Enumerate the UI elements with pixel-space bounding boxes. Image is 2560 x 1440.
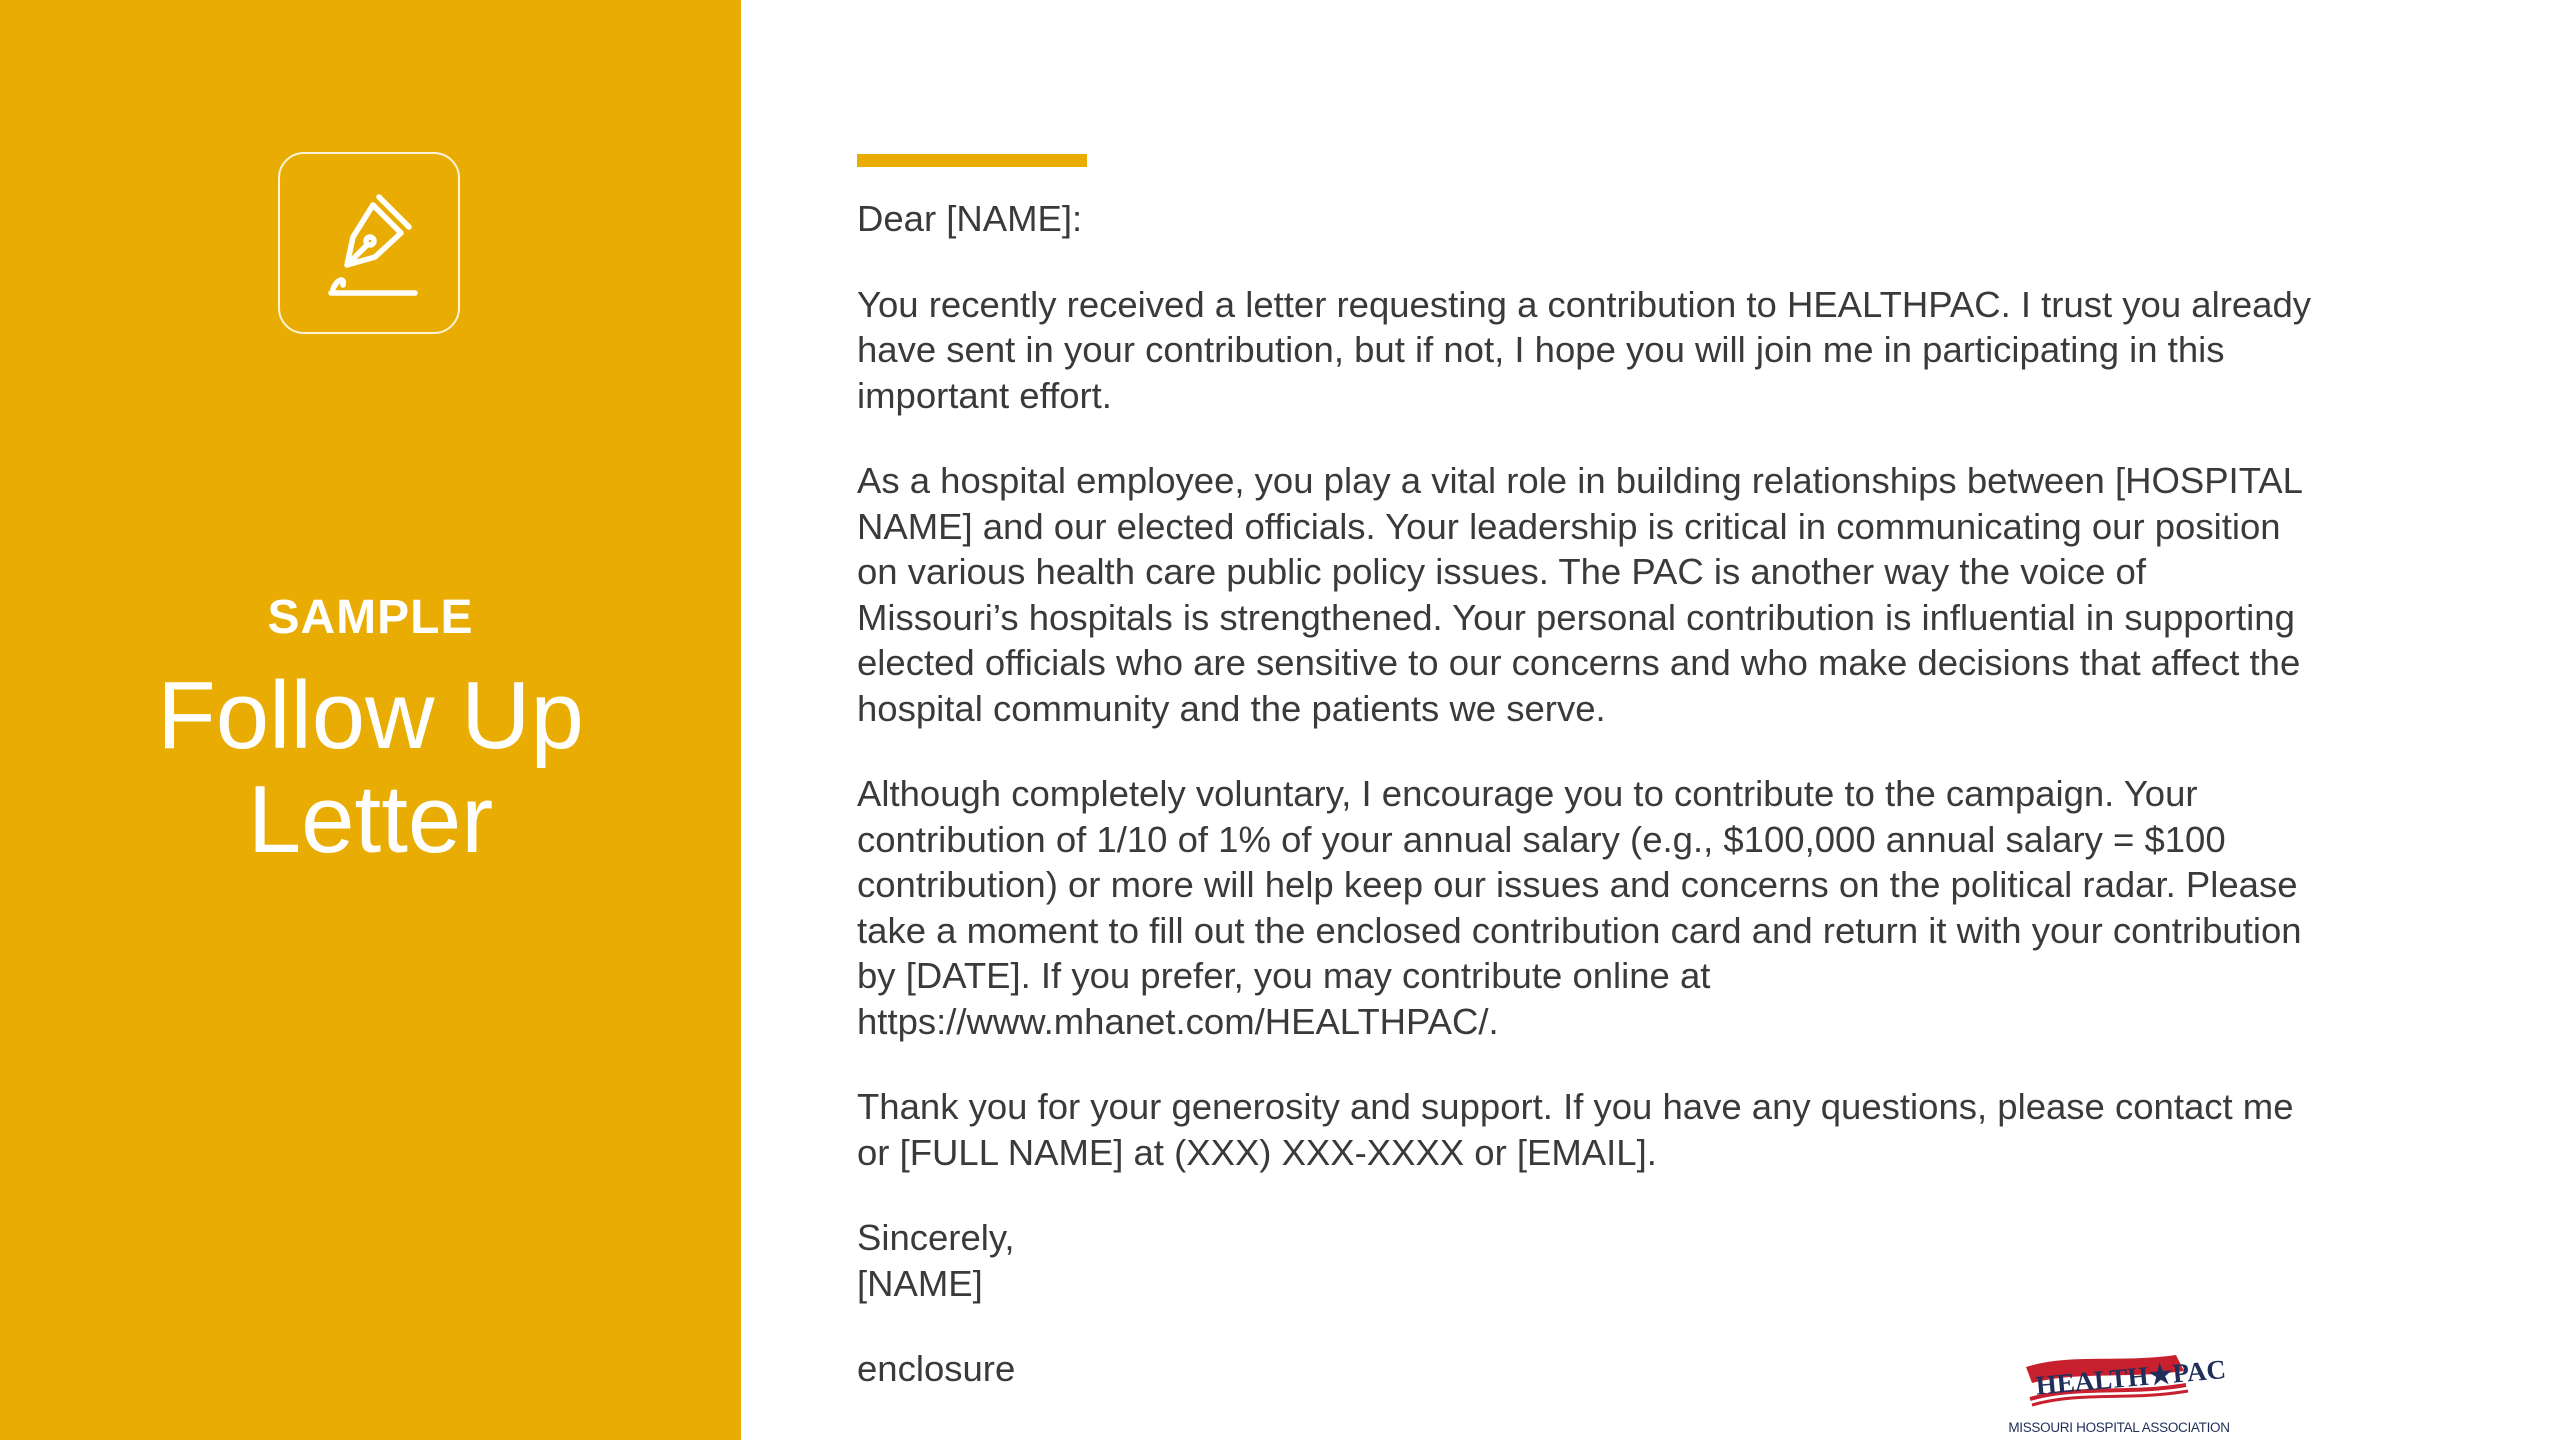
logo-tagline: MISSOURI HOSPITAL ASSOCIATION (2008, 1420, 2230, 1435)
left-panel (0, 0, 741, 1440)
accent-bar (857, 154, 1087, 167)
letter-paragraph: Thank you for your generosity and support. If you have any questions, please contact me or [FULL NAME] at (XXX) XXX-XXXX or [EMAIL]. (857, 1086, 2294, 1173)
letter-paragraph: Although completely voluntary, I encourage you to contribute to the campaign. Your contribution of 1/10 of 1% of your annual salary (e.g., $100,000 annual salary = $100 contribution) or more will help keep our issues and concerns on the political radar. Please take a moment to fill out the enclosed contribution card and return it with your contribution by [DATE]. If you prefer, you may contribute online at https://www.mhanet.com/HEALTHPAC/. (857, 773, 2302, 1042)
letter-paragraph: As a hospital employee, you play a vital role in building relationships between [HOSPITAL NAME] and our elected officials. Your leadership is critical in communicating our position on various health care public policy issues. The PAC is another way the voice of Missouri’s hospitals is strengthened. Your personal contribution is influential in supporting elected officials who are sensitive to our concerns and who make decisions that affect the hospital community and the patients we serve. (857, 460, 2302, 729)
salutation: Dear [NAME]: (857, 198, 1083, 239)
page-title (0, 664, 741, 872)
closing-block (857, 1215, 2317, 1306)
icon-frame (278, 152, 460, 334)
sample-label: SAMPLE (267, 591, 474, 644)
enclosure: enclosure (857, 1348, 1016, 1389)
pen-signature-icon (323, 193, 419, 297)
letter-paragraph: You recently received a letter requesting a contribution to HEALTHPAC. I trust you already have sent in your contribution, but if not, I hope you will join me in participating in this important effort. (857, 283, 2311, 416)
signature: [NAME] (857, 1262, 983, 1304)
title-line-2: Letter (247, 766, 494, 873)
logo-wordmark: HEALTH★PAC (2034, 1354, 2228, 1401)
closing: Sincerely, (857, 1217, 1015, 1258)
title-line-1: Follow Up (157, 662, 584, 769)
letter-body (857, 196, 2317, 1432)
